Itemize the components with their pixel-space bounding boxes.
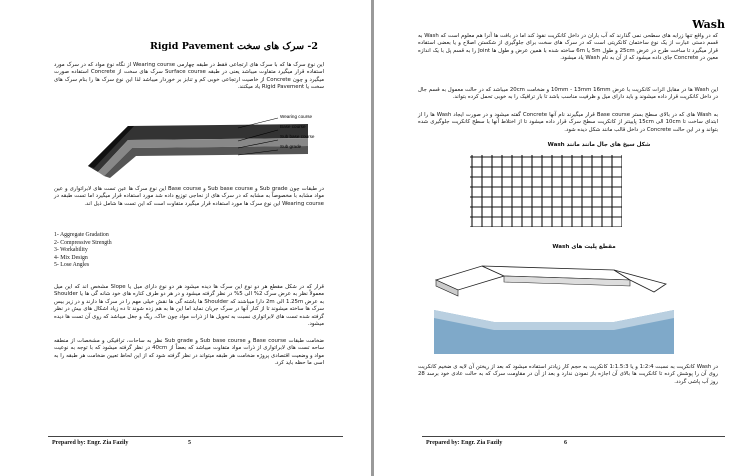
layer-label: Wearing course [280,114,313,119]
layer-label: Base course [280,124,306,129]
layers-paragraph: در طبقات چون Sub grade و Sub base course و Base course این نوع سرک ها عین تست های لابراتواری و عین مواد مشابه با مخصوصاً به مشابه که در سرک های از نحاجی توزیع داده شد مورد استفاده قرار میگیرد اما تست طبقه در Wearing course این نوع سرک ها مورد استفاده قرار میگیرد متفاوت است که این تست ها شامل ذیل اند. [54,186,325,207]
document-page-right [374,0,745,476]
footer-rule [48,436,343,437]
page-number: 6 [564,440,567,446]
rigid-pavement-layers-diagram [88,108,308,178]
wash-size-paragraph: این Wash ها در مقابل اثرات کانکریت با عرض 10mm - 13mm 16mm و ضخامت 20cm میباشد که در حالت معمول به قسم جال در داخل کانکریت قرار داده میشوند و باید دارای میل و ظرفیت مناسب باشد تا بار ترافیک را به خوبی تحمل کرده بتواند. [418,87,718,101]
page-number: 5 [188,440,191,446]
document-page-left [0,0,371,476]
list-item: 3- Workability [54,247,88,254]
list-item: 1- Aggregate Gradation [54,232,109,238]
layer-label: Sub grade [280,144,302,149]
footer-rule [422,436,725,437]
intro-paragraph: این نوع سرک ها که با سرک های ارتجاعی فقط در طبقه چهارمی Wearing course از نگاه نوع مواد که در سرک مورد استفاده قرار میگیرد متفاوت میباشد یعنی در طبقه Surface course سرک های سخت از Concrete استفاده صورت میگیرد و چون Concrete از خاصیت ارتجاعی خوبی کم و تنابز بر خوردار میباشد لذا این نوع سرک ها را بنام سرک های سخت یا Rigid Pavement یاد میکنند. [54,62,325,91]
figure-caption-mesh: شکل سیخ های جال مانند مانند Wash [547,142,651,148]
list-item: 4- Mix Design [54,254,88,261]
footer-author: Prepared by: Engr. Zia Fazily [426,440,503,446]
section-title: 2- سرک های سخت Rigid Pavement [150,41,318,52]
figure-caption-plates: مقطع پلیت های Wash [552,244,616,250]
footer-author: Prepared by: Engr. Zia Fazily [52,440,129,446]
list-item: 5- Lose Angles [54,262,90,269]
thickness-paragraph: ضخامت طبقات Base course و Sub base course و Sub grade نظر به ساحات، ترافیکی و مشخصات از منطقه ساحه تست های لابراتواری از ذرات مواد متفاوت میباشد که بعضاً از 40cm در نظر گرفته میشود که با توجه به نوعیت مواد و وضعیت اقتصادی پروژه ضخامت هر طبقه میتواند در نظر گرفته شود که از این لحاظ تعیین ضخامت هر طبقه را به اسی ما حظه باید کرد. [54,338,325,367]
steel-mesh-figure [470,155,622,227]
wash-mix-paragraph: در Wash کانکریت به نسبت 1:2:4 و یا 1:1.5:3 کانکریت به حجم کار زیادتر استفاده میشود که بعد از ریختن آن لایه ی ضخیم کانکریت روی آن را پوشش کرده تا کانکریت ها بالای آن اجازه باز نمودن ندارد و بعد از آن در مقاومت سرک که به حالت عادی خود برسد 28 روز آب پاشی گردد. [418,364,718,385]
layer-labels [280,112,360,152]
wash-intro-paragraph: که در واقع تنها زرابه های سطحی نمی گذارند که آب باران در داخل کانکریت نفوذ کند اما در بافت ها آنرا هم معلوم است که Wash به قسم دستی عبارت از یک نوع ساختمان کانکریتی است که در سرک های سخت برای جلوگیری از شکستن اصلاح و یا بعضی استفاده قرار میگیرد تا ساخت طرح در عرض 25cm و طول 5m یا 6m ساخته شده با همین عرض و طول ها Joint را به قسم پل با یک اندازه معین در Concrete جای داده میشود که از آن به نام Wash یاد میشود. [418,33,718,62]
slope-paragraph: قرار که در شکل مقطع هر دو نوع این سرک ها دیده میشود هر دو نوع دارای میل یا Slope مشخص اند که این میل معمولاً نظر به عرض سرک 2% الی 5% در نظر گرفته میشود و در هر دو طرف کناره های خود شانه گی ها یا Shoulder به عرض 1.25m الی 2m دارا میباشند که Shoulder ها باشته گی ها نقش خیلی مهم را در سرک ها دارند و در زیر بیس سرک ها ساخته میشوند تا از کنار آنها در سرک جریان نماید اما این ها به هم زده شوند تا ده زیاد اشکال های بیش در نظر گرفته شده تست های لابراتواری نسبت به تحویل ها از ذرات مواد چون خاک، ریگ و جغل میباشد که روی آن تست ها دیده میشود. [54,284,324,328]
list-item: 2- Compressive Strength [54,239,112,246]
wash-plates-figure [434,262,674,354]
layer-label: Sub base course [280,134,315,139]
wash-placement-paragraph: به Wash های که در بالای سطح بستر Base course قرار میگیرند نام آنها Concrete گفته میشود و در صورت ایجاد Wash ها را از ابتدای ساخت تا 10cm الی 15cm پایینتر از کانکریت سطح سرک قرار داده میشود تا از اختلاط آنها با سطح کانکریت جلوگیری شده بتواند و در این حالت Concrete در داخل قالب مانند شکل دیده شود. [418,112,719,133]
section-title: Wash [692,18,725,31]
test-list [54,232,112,270]
